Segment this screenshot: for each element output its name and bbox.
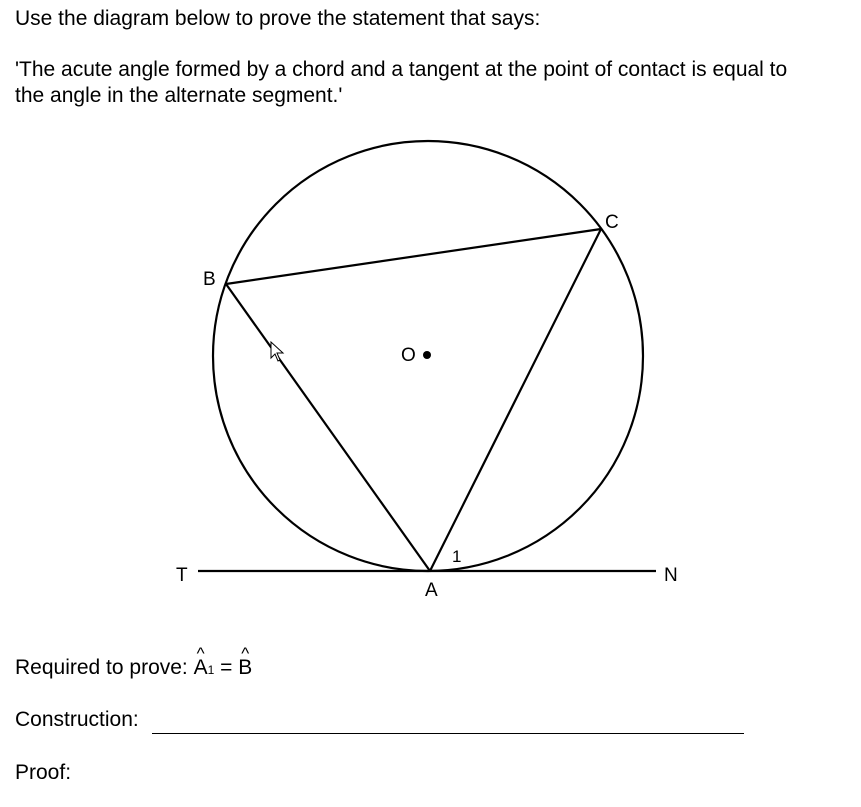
- label-t: T: [176, 565, 188, 586]
- label-c: C: [605, 212, 619, 233]
- cursor-icon: [271, 342, 283, 361]
- angle-b-letter: B: [238, 656, 253, 679]
- centre-dot: [423, 351, 431, 359]
- statement-line-2: the angle in the alternate segment.': [15, 84, 343, 107]
- equals-sign: =: [220, 656, 233, 679]
- angle-a-subscript: 1: [207, 663, 215, 677]
- required-to-prove: [15, 654, 252, 684]
- label-n: N: [664, 565, 678, 586]
- angle-a-letter: A: [193, 656, 208, 679]
- label-o: O: [401, 345, 416, 366]
- required-prefix: Required to prove:: [15, 656, 188, 679]
- chord-ba: [226, 284, 430, 571]
- angle-b-hat: [238, 654, 252, 682]
- proof-label: Proof:: [15, 761, 72, 784]
- chord-bc: [226, 229, 601, 284]
- chord-ac: [430, 229, 601, 571]
- label-b: B: [203, 269, 216, 290]
- angle-a-hat: [194, 654, 208, 682]
- construction-label: Construction:: [15, 708, 139, 731]
- construction-answer-line[interactable]: [152, 733, 744, 734]
- label-a: A: [425, 580, 438, 601]
- circle-diagram: [170, 132, 700, 610]
- instructions-text: Use the diagram below to prove the statement that says:: [15, 7, 541, 30]
- label-angle-1: 1: [452, 547, 462, 566]
- statement-line-1: 'The acute angle formed by a chord and a tangent at the point of contact is equal to: [15, 58, 788, 81]
